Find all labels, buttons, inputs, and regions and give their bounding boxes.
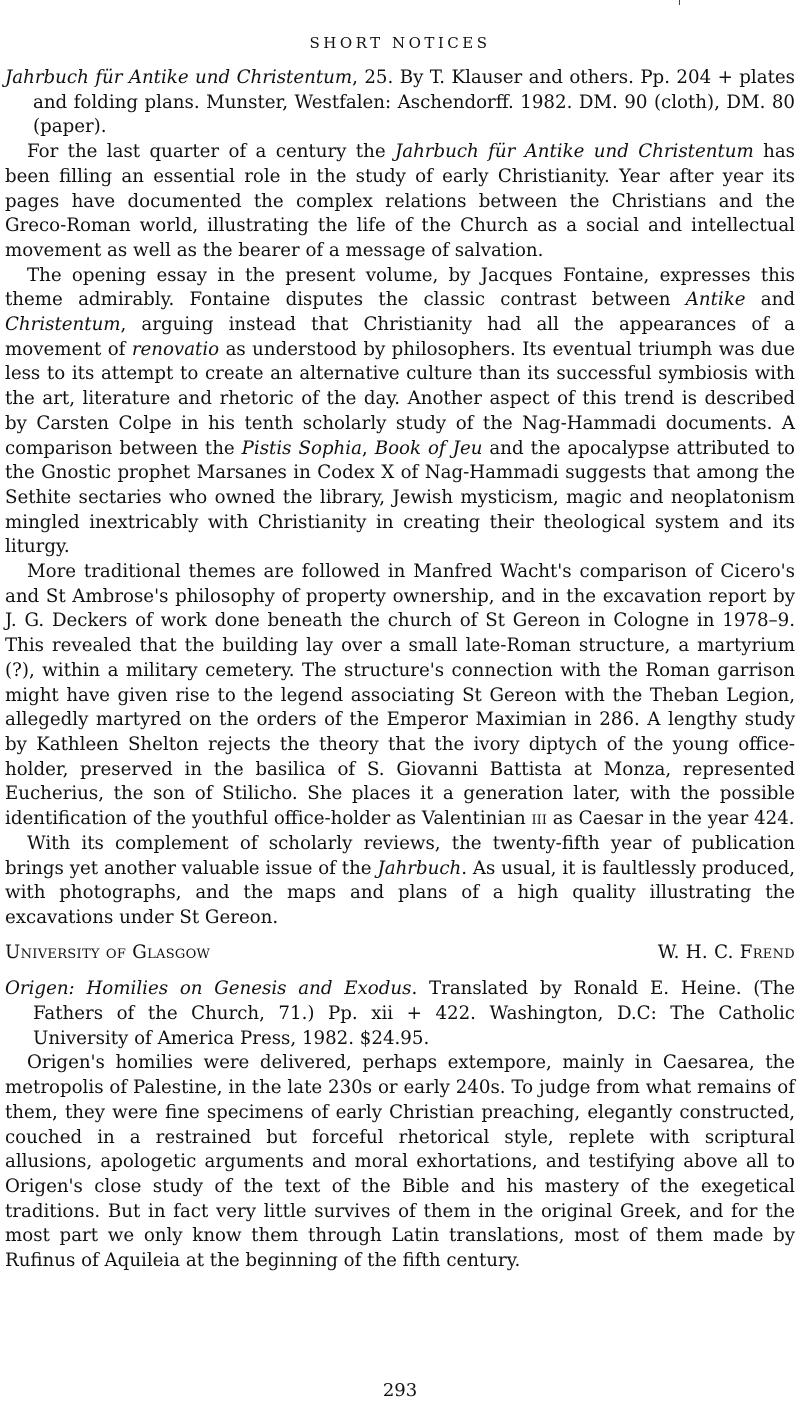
title-book-of-jeu: Book of Jeu xyxy=(374,437,483,459)
journal-page xyxy=(5,0,795,1412)
review-1-paragraph-3: More traditional themes are followed in Manfred Wacht's comparison of Cicero's and St Ambrose's philosophy of property ownership, and in the excavation report by J. G. Deckers of work done beneath the church of St Gereon in Cologne in 1978–9. This revealed that the building lay over a small late-Roman structure, a martyrium (?), within a military cemetery. The structure's connection with the Roman garrison might have given rise to the legend associating St Gereon with the Theban Legion, allegedly martyred on the orders of the Emperor Maximian in 286. A lengthy study by Kathleen Shelton rejects the theory that the ivory diptych of the young office-holder, preserved in the basilica of S. Giovanni Battista at Monza, represented Eucherius, the son of Stilicho. She places it a generation later, with the possible identification of the youthful office-holder as Valentinian iii as Caesar in the year 424. xyxy=(5,561,795,830)
running-head: SHORT NOTICES xyxy=(309,34,491,52)
term-christentum: Christentum xyxy=(5,314,121,336)
journal-title-mention: Jahrbuch für Antike und Christentum xyxy=(394,141,754,163)
term-antike: Antike xyxy=(685,289,746,311)
journal-short-title: Jahrbuch xyxy=(377,857,462,879)
reviewer-name: W. H. C. Frend xyxy=(657,941,795,963)
page-number: 293 xyxy=(382,1380,418,1401)
review-1-book-title: Jahrbuch für Antike und Christentum xyxy=(5,67,353,88)
review-1-paragraph-4: With its complement of scholarly reviews, the twenty-fifth year of publication brings yet another valuable issue of the Jahrbuch. As usual, it is faultlessly produced, with photographs, and the maps and plans of a high quality illustrating the excavations under St Gereon. xyxy=(5,832,795,928)
title-pistis-sophia: Pistis Sophia xyxy=(241,437,362,459)
reviewer-institution: University of Glasgow xyxy=(5,941,211,963)
page-body xyxy=(5,66,795,1274)
review-1-paragraph-1: For the last quarter of a century the Jahrbuch für Antike und Christentum has been filling an essential role in the study of early Christianity. Year after year its pages have documented the complex relations between the Christians and the Greco-Roman world, illustrating the life of the Church as a social and intellectual movement as well as the bearer of a message of salvation. xyxy=(5,141,795,261)
scan-edge-mark xyxy=(679,0,680,5)
review-2-paragraph-1: Origen's homilies were delivered, perhaps extempore, mainly in Caesarea, the metropolis of Palestine, in the late 230s or early 240s. To judge from what remains of them, they were fine specimens of early Christian preaching, elegantly constructed, couched in a restrained but forceful rhetorical style, replete with scriptural allusions, apologetic arguments and moral exhortations, and testifying above all to Origen's close study of the text of the Bible and his mastery of the exegetical traditions. But in fact very little survives of them in the original Greek, and for the most part we only know them through Latin translations, most of them made by Rufinus of Aquileia at the beginning of the fifth century. xyxy=(5,1052,795,1272)
review-2-book-title: Origen: Homilies on Genesis and Exodus xyxy=(5,978,412,1000)
review-1-citation xyxy=(5,66,795,140)
term-renovatio: renovatio xyxy=(131,338,220,360)
review-2-citation xyxy=(5,977,795,1051)
review-1-signature xyxy=(5,941,795,966)
review-1-paragraph-2: The opening essay in the present volume, by Jacques Fontaine, expresses this theme admirably. Fontaine disputes the classic contrast between Antike and Christentum, arguing instead that Christianity had all the appearances of a movement of renovatio as understood by philosophers. Its eventual triumph was due less to its attempt to create an alternative culture than its successful symbiosis with the art, literature and rhetoric of the day. Another aspect of this trend is described by Carsten Colpe in his tenth scholarly study of the Nag-Hammadi documents. A comparison between the Pistis Sophia, Book of Jeu and the apocalypse attributed to the Gnostic prophet Marsanes in Codex X of Nag-Hammadi suggests that among the Sethite sectaries who owned the library, Jewish mysticism, magic and neoplatonism mingled inextricably with Christianity in creating their theological system and its liturgy. xyxy=(5,264,795,558)
review-2-publication-details: . Translated by Ronald E. Heine. (The Fathers of the Church, 71.) Pp. xii + 422. Washington, D.C: The Catholic University of America Press, 1982. $24.95. xyxy=(33,978,795,1049)
regnal-numeral: iii xyxy=(531,808,547,830)
review-1-publication-details: , 25. By T. Klauser and others. Pp. 204 + plates and folding plans. Munster, Westfalen: Aschendorff. 1982. DM. 90 (cloth), DM. 80 (paper). xyxy=(33,67,795,138)
